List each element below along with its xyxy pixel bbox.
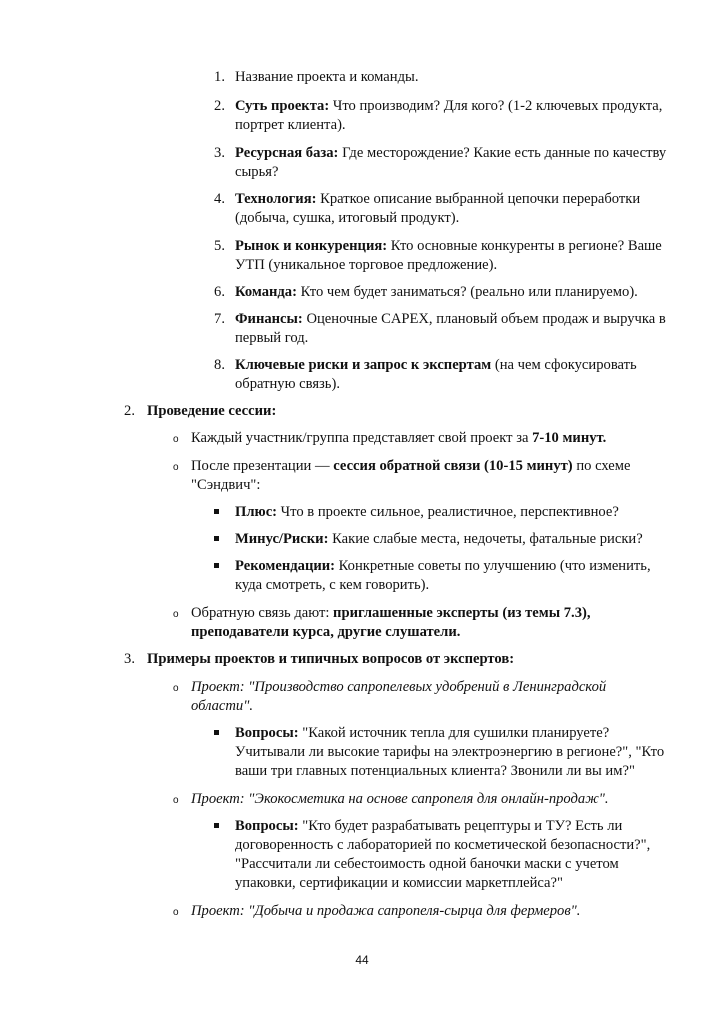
questions-text: Учитывали ли высокие тарифы на электроэнергию в регионе?", "Кто bbox=[235, 744, 665, 760]
sub-item-text: Команда: Кто чем будет заниматься? (реально или планируемо). bbox=[235, 284, 638, 300]
questions-text: ваши три главных потенциальных клиента? Звонили ли вы им?" bbox=[235, 763, 635, 779]
bullet-text: "Сэндвич": bbox=[191, 477, 261, 493]
sub-item-number: 1. bbox=[214, 69, 225, 85]
bullet-text: Обратную связь дают: приглашенные эксперты (из темы 7.3), bbox=[191, 605, 591, 621]
sandwich-item: Рекомендации: Конкретные советы по улучшению (что изменить, bbox=[235, 558, 651, 574]
sub-item-label: Технология: bbox=[235, 191, 317, 207]
sandwich-item: куда смотреть, с кем говорить). bbox=[235, 577, 430, 593]
questions-text: Вопросы: "Какой источник тепла для сушилки планируете? bbox=[235, 725, 610, 741]
page-number: 44 bbox=[355, 953, 369, 967]
questions-text: упаковки, сертификации и комиссии маркетплейса?" bbox=[235, 875, 563, 891]
sub-item-label: Финансы: bbox=[235, 311, 303, 327]
questions-text: договоренность с лабораторией по косметической безопасности?", bbox=[235, 837, 651, 853]
section-heading: Проведение сессии: bbox=[147, 403, 277, 419]
sub-item-number: 2. bbox=[214, 98, 225, 114]
project-example: Проект: "Экокосметика на основе сапропеля для онлайн-продаж". bbox=[191, 791, 609, 807]
sub-item-text: Ресурсная база: Где месторождение? Какие есть данные по качеству bbox=[235, 145, 667, 161]
project-example: Проект: "Производство сапропелевых удобрений в Ленинградской bbox=[191, 679, 607, 695]
sub-item-text: сырья? bbox=[235, 164, 279, 180]
sub-item-text: Рынок и конкуренция: Кто основные конкуренты в регионе? Ваше bbox=[235, 238, 662, 254]
sub-item-label: Суть проекта: bbox=[235, 98, 330, 114]
sub-item-text: Название проекта и команды. bbox=[235, 69, 419, 85]
sub-item-text: УТП (уникальное торговое предложение). bbox=[235, 257, 498, 273]
sub-item-number: 6. bbox=[214, 284, 225, 300]
sub-item-text: Суть проекта: Что производим? Для кого? (1-2 ключевых продукта, bbox=[235, 98, 663, 114]
square-bullet-icon bbox=[214, 536, 219, 541]
questions-text: "Рассчитали ли себестоимость одной баночки маски с учетом bbox=[235, 856, 619, 872]
sub-item-number: 7. bbox=[214, 311, 225, 327]
sub-item-text: Финансы: Оценочные CAPEX, плановый объем продаж и выручка в bbox=[235, 311, 666, 327]
sub-item-number: 4. bbox=[214, 191, 225, 207]
square-bullet-icon bbox=[214, 509, 219, 514]
bullet-text: преподаватели курса, другие слушатели. bbox=[191, 624, 461, 640]
section-heading: Примеры проектов и типичных вопросов от экспертов: bbox=[147, 651, 515, 667]
bullet-text: После презентации — сессия обратной связи (10-15 минут) по схеме bbox=[191, 458, 631, 474]
sub-item-label: Ключевые риски и запрос к экспертам bbox=[235, 357, 492, 373]
circle-bullet-icon: o bbox=[173, 609, 179, 620]
project-example: области". bbox=[191, 698, 254, 714]
sub-item-number: 8. bbox=[214, 357, 225, 373]
square-bullet-icon bbox=[214, 563, 219, 568]
square-bullet-icon bbox=[214, 823, 219, 828]
sub-item-text: Ключевые риски и запрос к экспертам (на чем сфокусировать bbox=[235, 357, 637, 373]
sandwich-item: Минус/Риски: Какие слабые места, недочеты, фатальные риски? bbox=[235, 531, 643, 547]
circle-bullet-icon: o bbox=[173, 434, 179, 445]
bullet-text: Каждый участник/группа представляет свой проект за 7-10 минут. bbox=[191, 430, 607, 446]
project-example: Проект: "Добыча и продажа сапропеля-сырца для фермеров". bbox=[191, 903, 581, 919]
circle-bullet-icon: o bbox=[173, 795, 179, 806]
sub-item-text: Технология: Краткое описание выбранной цепочки переработки bbox=[235, 191, 641, 207]
circle-bullet-icon: o bbox=[173, 462, 179, 473]
sandwich-item: Плюс: Что в проекте сильное, реалистичное, перспективное? bbox=[235, 504, 619, 520]
section-number: 3. bbox=[124, 651, 135, 667]
square-bullet-icon bbox=[214, 730, 219, 735]
sub-item-label: Команда: bbox=[235, 284, 297, 300]
sub-item-text: (добыча, сушка, итоговый продукт). bbox=[235, 210, 460, 226]
sub-item-text: первый год. bbox=[235, 330, 309, 346]
sub-item-label: Рынок и конкуренция: bbox=[235, 238, 388, 254]
sub-item-text: обратную связь). bbox=[235, 376, 340, 392]
circle-bullet-icon: o bbox=[173, 683, 179, 694]
questions-text: Вопросы: "Кто будет разрабатывать рецептуры и ТУ? Есть ли bbox=[235, 818, 623, 834]
sub-item-label: Ресурсная база: bbox=[235, 145, 339, 161]
sub-item-number: 5. bbox=[214, 238, 225, 254]
section-number: 2. bbox=[124, 403, 135, 419]
sub-item-number: 3. bbox=[214, 145, 225, 161]
sub-item-text: портрет клиента). bbox=[235, 117, 346, 133]
circle-bullet-icon: o bbox=[173, 907, 179, 918]
